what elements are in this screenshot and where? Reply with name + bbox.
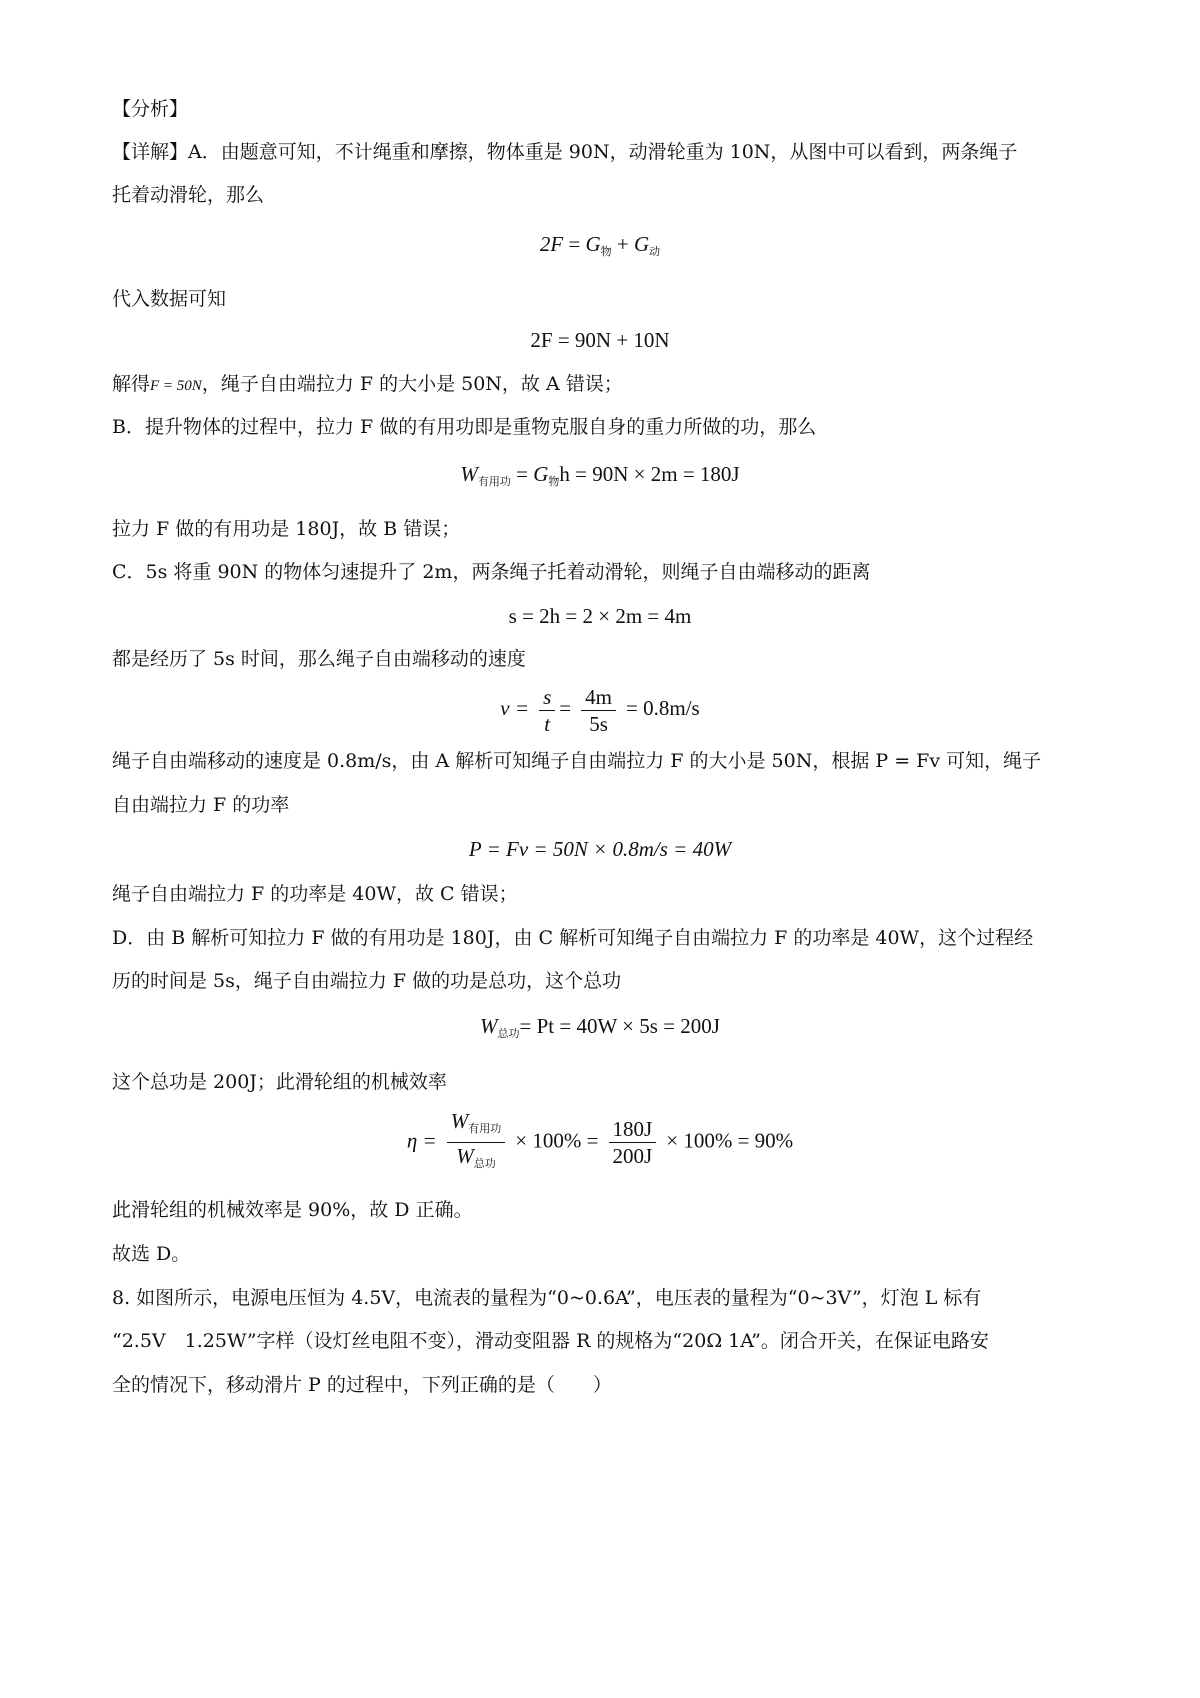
equation-power (0, 835, 1200, 864)
eq3-sub-g: 物 (548, 475, 560, 488)
answer-line: 故选 D。 (112, 1243, 191, 1265)
eq3-rest: h = 90N × 2m = 180J (559, 462, 740, 486)
speed-intro-line: 都是经历了 5s 时间，那么绳子自由端移动的速度 (112, 648, 526, 670)
detail-line-1: 【详解】A．由题意可知，不计绳重和摩擦，物体重是 90N，动滑轮重为 10N，从图中可以看到，两条绳子 (112, 141, 1018, 163)
solve-line (112, 370, 623, 400)
equation-force-balance: $2F = G_物 + G_动$ (539, 232, 661, 258)
eq7-rest: = Pt = 40W × 5s = 200J (519, 1014, 720, 1038)
option-c-line: C．5s 将重 90N 的物体匀速提升了 2m，两条绳子托着动滑轮，则绳子自由端移动的距离 (112, 561, 871, 583)
question-8-line-1: 8. 如图所示，电源电压恒为 4.5V，电流表的量程为“0~0.6A”，电压表的量程为“0~3V”，灯泡 L 标有 (112, 1287, 982, 1309)
detail-line-2: 托着动滑轮，那么 (112, 184, 265, 206)
eq1-sub2: 动 (649, 245, 661, 258)
speed-result-line-2: 自由端拉力 F 的功率 (112, 794, 290, 816)
question-8-line-2: “2.5V 1.25W”字样（设灯丝电阻不变），滑动变阻器 R 的规格为“20Ω 1A”。闭合开关，在保证电路安 (112, 1330, 989, 1352)
eq7-sub: 总功 (497, 1027, 520, 1040)
speed-result-line-1: 绳子自由端移动的速度是 0.8m/s，由 A 解析可知绳子自由端拉力 F 的大小是 50N，根据 P = Fv 可知，绳子 (112, 750, 1042, 772)
option-b-result: 拉力 F 做的有用功是 180J，故 B 错误； (112, 518, 461, 540)
eq4-text: s = 2h = 2 × 2m = 4m (508, 604, 692, 628)
efficiency-intro: 这个总功是 200J；此滑轮组的机械效率 (112, 1071, 447, 1093)
eq7-w: W (480, 1014, 498, 1038)
eq3-g: G (533, 462, 549, 486)
eq3-sub-w: 有用功 (477, 475, 511, 488)
eq1-g2: G (634, 232, 650, 256)
eq5-v: v = (500, 696, 530, 720)
option-d-line-1: D．由 B 解析可知拉力 F 做的有用功是 180J，由 C 解析可知绳子自由端拉力 F 的功率是 40W，这个过程经 (112, 927, 1034, 949)
equation-substitution (0, 326, 1200, 355)
option-d-line-2: 历的时间是 5s，绳子自由端拉力 F 做的功是总功，这个总功 (112, 970, 622, 992)
eq2-text: 2F = 90N + 10N (530, 328, 670, 352)
equation-useful-work: $W_{有用功} = G_物h = 90N \times 2m = 180J$ (460, 462, 740, 488)
analysis-heading: 【分析】 (112, 98, 189, 120)
eq6-text: P = Fv = 50N × 0.8m/s = 40W (468, 837, 732, 861)
substitute-line: 代入数据可知 (112, 288, 227, 310)
option-b-line: B．提升物体的过程中，拉力 F 做的有用功即是重物克服自身的重力所做的功，那么 (112, 416, 817, 438)
eq8-mid: × 100% = (515, 1128, 599, 1153)
option-d-result: 此滑轮组的机械效率是 90%，故 D 正确。 (112, 1199, 473, 1221)
equation-speed: v = $\frac{s}{t}$ = $\frac{4m}{5s}$ = 0.8m/s (500, 684, 700, 736)
solve-post: ，绳子自由端拉力 F 的大小是 50N，故 A 错误； (201, 373, 623, 395)
eq3-w: W (460, 462, 478, 486)
eq5-frac2: $\frac{4m}{5s}$ (581, 684, 616, 737)
eq5-frac1: $\frac{s}{t}$ (539, 684, 555, 737)
eq1-g1: G (585, 232, 601, 256)
question-8-line-3: 全的情况下，移动滑片 P 的过程中，下列正确的是（ ） (112, 1374, 612, 1396)
option-c-result: 绳子自由端拉力 F 的功率是 40W，故 C 错误； (112, 883, 518, 905)
eq8-frac1: $\frac{W_{有用功}}{W_{总功}}$ (447, 1108, 506, 1177)
solve-pre: 解得 (112, 373, 151, 395)
eq1-lhs: 2F (539, 232, 564, 256)
eq8-end: × 100% = 90% (666, 1128, 794, 1153)
equation-distance (0, 602, 1200, 631)
eq8-frac2: $\frac{180J}{200J}$ (609, 1116, 657, 1169)
eq8-eta: η = (406, 1128, 437, 1153)
eq1-sub1: 物 (600, 245, 612, 258)
equation-total-work (0, 1012, 1200, 1048)
eq5-result: = 0.8m/s (626, 696, 700, 720)
equation-efficiency (0, 1108, 1200, 1177)
solve-math: F = 50N (150, 378, 202, 394)
